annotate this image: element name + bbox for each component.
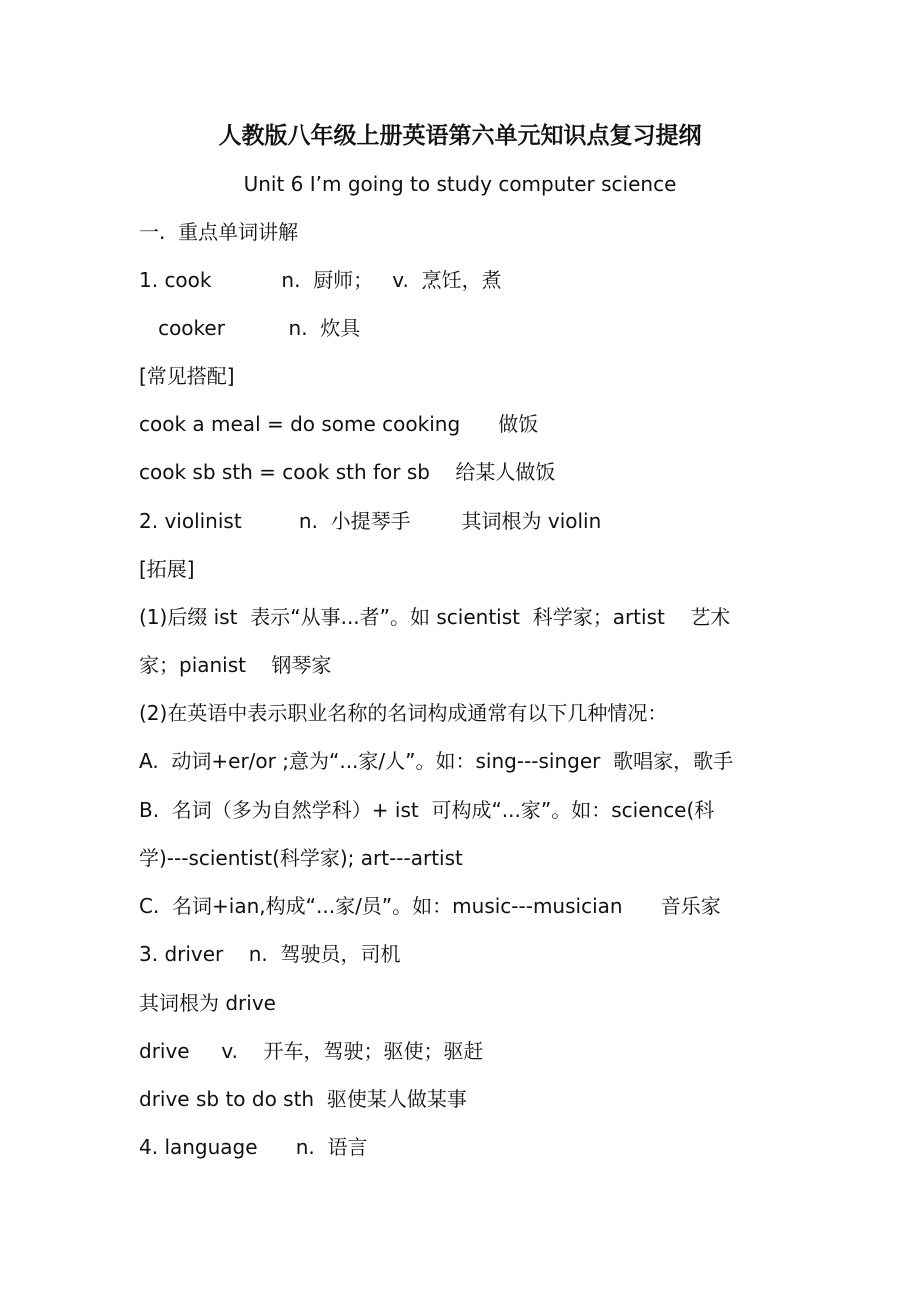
body-line: drive v. 开车，驾驶；驱使；驱赶 [139,1039,484,1063]
body-line: cook sb sth = cook sth for sb 给某人做饭 [139,460,556,484]
body-line: C. 名词+ian,构成“...家/员”。如：music---musician 音乐家 [139,894,721,918]
body-line: 家；pianist 钢琴家 [139,653,332,677]
body-line: 其词根为 drive [139,991,276,1015]
body-line: [拓展] [139,557,195,581]
body-line: 3. driver n. 驾驶员，司机 [139,942,401,966]
body-line: cooker n. 炊具 [139,316,361,340]
body-line: [常见搭配] [139,364,235,388]
document-title: 人教版八年级上册英语第六单元知识点复习提纲 [218,123,702,149]
body-line: 4. language n. 语言 [139,1135,368,1159]
body-line: 2. violinist n. 小提琴手 其词根为 violin [139,509,602,533]
body-line: (1)后缀 ist 表示“从事...者”。如 scientist 科学家；artist 艺术 [139,605,731,629]
body-line: 学)---scientist(科学家); art---artist [139,846,463,870]
section-heading: 一. 重点单词讲解 [139,220,299,244]
body-line: B. 名词（多为自然学科）+ ist 可构成“...家”。如：science(科 [139,798,715,822]
body-line: drive sb to do sth 驱使某人做某事 [139,1087,467,1111]
body-line: 1. cook n. 厨师； v. 烹饪，煮 [139,268,502,292]
document-subtitle: Unit 6 I’m going to study computer science [243,172,677,196]
body-line: (2)在英语中表示职业名称的名词构成通常有以下几种情况： [139,701,668,725]
body-line: A. 动词+er/or ;意为“...家/人”。如：sing---singer 歌唱家，歌手 [139,749,734,773]
body-line: cook a meal = do some cooking 做饭 [139,412,539,436]
